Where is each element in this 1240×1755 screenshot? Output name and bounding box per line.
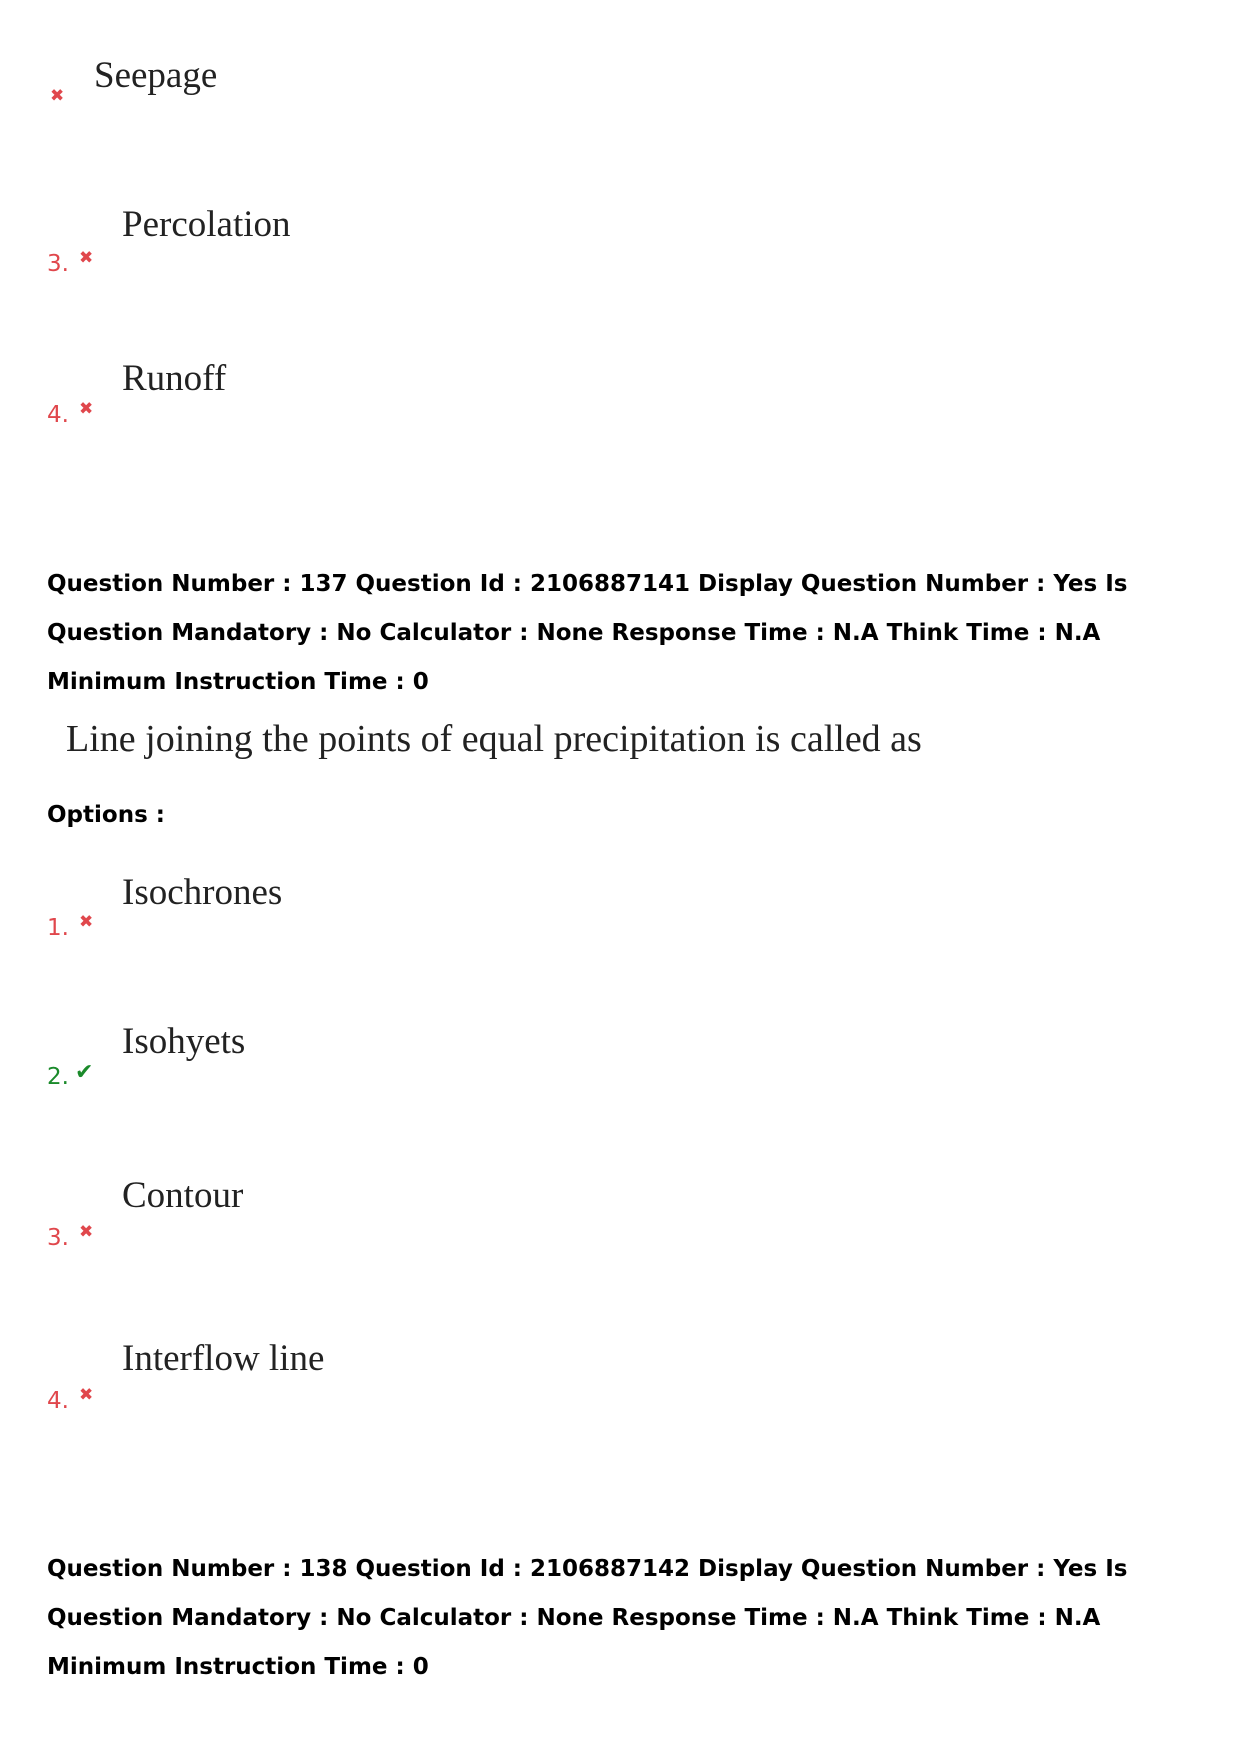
option-text: Percolation — [122, 204, 291, 245]
option-number: 4. — [47, 402, 69, 428]
option-text: Isohyets — [122, 1021, 246, 1062]
question-138-meta: Question Number : 138 Question Id : 2106887142 Display Question Number : Yes Is Question Mandatory : No Calculator : None Response Time : N.A Think Time : N.A Minimum Instruction Time : 0 — [47, 1556, 1128, 1680]
option-number: 3. — [47, 251, 69, 277]
option-text: Contour — [122, 1175, 244, 1216]
check-icon: ✔ — [75, 1060, 94, 1085]
option-number: 4. — [47, 1388, 69, 1414]
option-text: Runoff — [122, 358, 227, 399]
option-number: 2. — [47, 1064, 69, 1090]
cross-icon: ✖ — [79, 912, 94, 932]
option-number: 3. — [47, 1225, 69, 1251]
question-137-meta: Question Number : 137 Question Id : 2106887141 Display Question Number : Yes Is Question Mandatory : No Calculator : None Response Time : N.A Think Time : N.A Minimum Instruction Time : 0 — [47, 571, 1128, 695]
option-2 — [0, 1021, 1240, 1090]
question-137-text: Line joining the points of equal precipitation is called as — [66, 718, 922, 760]
cross-icon: ✖ — [79, 1385, 94, 1405]
option-text: Isochrones — [122, 872, 283, 913]
cross-icon: ✖ — [79, 1222, 94, 1242]
cross-icon: ✖ — [79, 248, 94, 268]
options-label: Options : — [47, 802, 165, 828]
cross-icon: ✖ — [50, 86, 65, 106]
option-text: Seepage — [94, 55, 218, 96]
prev-option-3 — [0, 204, 1240, 277]
cross-icon: ✖ — [79, 399, 94, 419]
option-4 — [0, 1338, 1240, 1414]
prev-option-2 — [0, 55, 1240, 106]
option-number: 1. — [47, 915, 69, 941]
option-3 — [0, 1175, 1240, 1251]
prev-option-4 — [0, 358, 1240, 428]
option-text: Interflow line — [122, 1338, 325, 1379]
option-1 — [0, 872, 1240, 941]
